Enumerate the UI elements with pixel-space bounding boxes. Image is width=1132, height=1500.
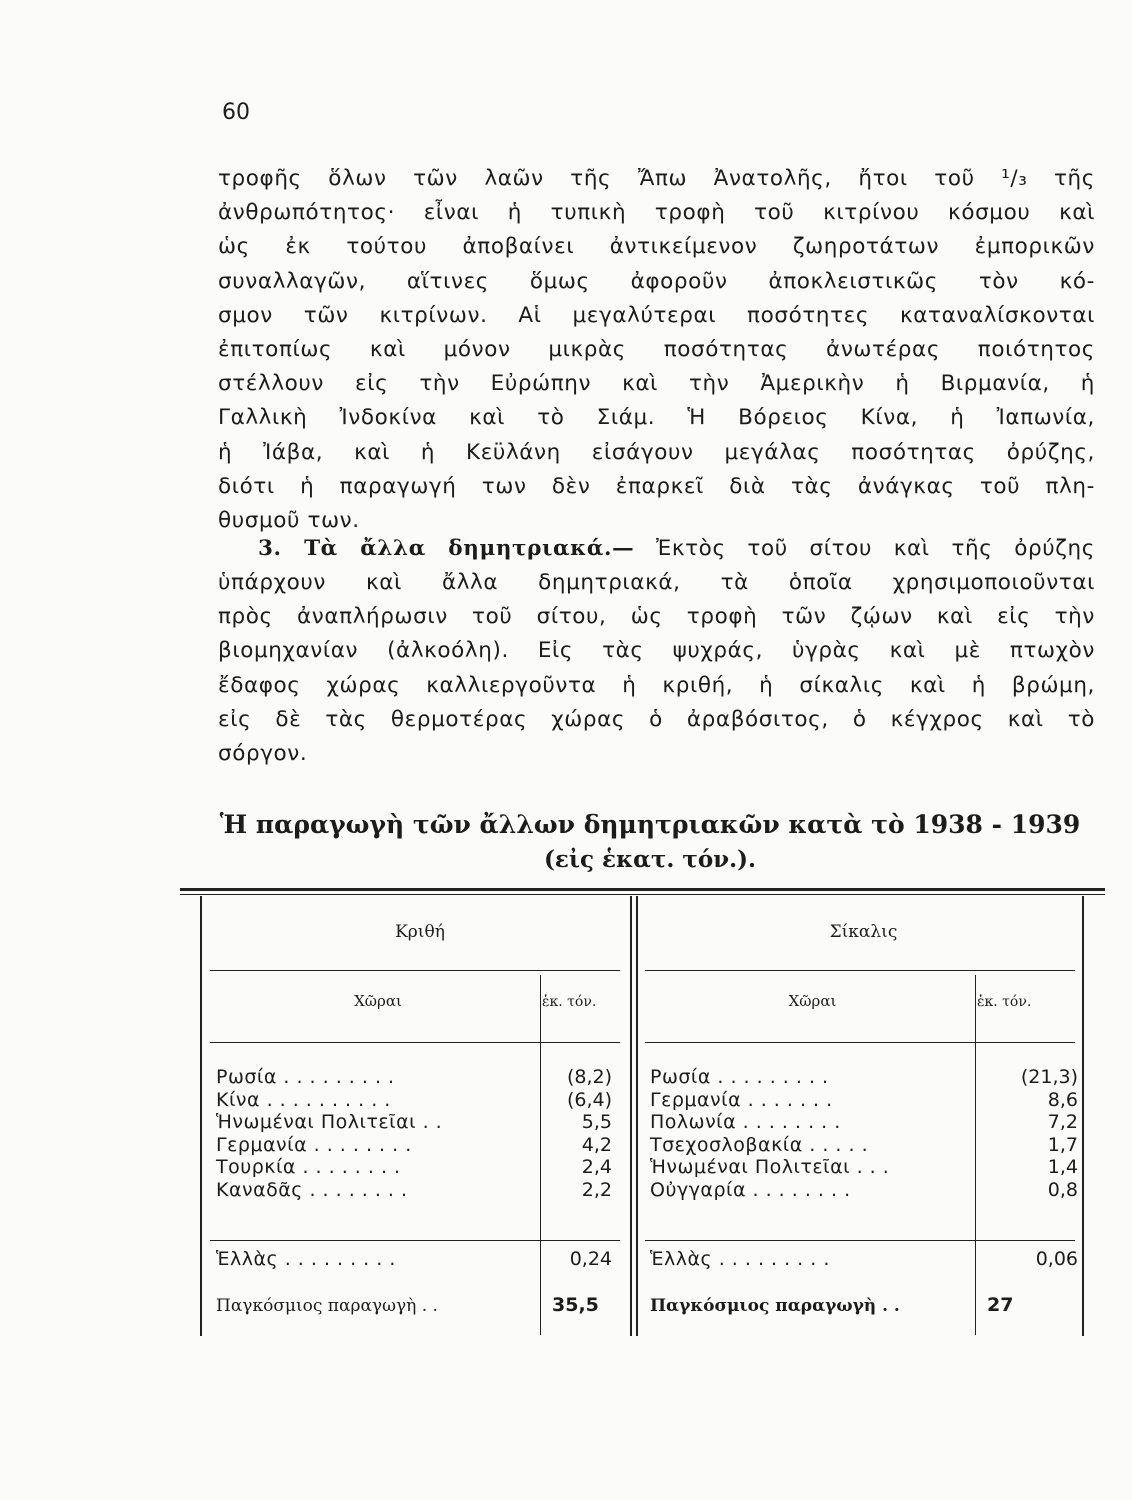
row-country: Ἡνωμέναι Πολιτεῖαι . . . [650,1156,890,1179]
row-value: 7,2 [1047,1111,1078,1134]
world-value: 27 [987,1294,1014,1316]
page-number: 60 [222,100,250,125]
text-line: βιομηχανίαν (ἀλκοόλη). Εἰς τὰς ψυχράς, ὑγρὰς καὶ μὲ πτωχὸν [218,638,1095,664]
row-country: Καναδᾶς . . . . . . . . [216,1179,408,1201]
text-line: ἐπιτοπίως καὶ μόνον μικρὰς ποσότητας ἀνωτέρας ποιότητος [218,337,1095,362]
text-line: Γαλλικὴ Ἰνδοκίνα καὶ τὸ Σιάμ. Ἡ Βόρειος Κίνα, ἡ Ἰαπωνία, [218,405,1095,431]
table-border-right [1082,896,1084,1336]
row-country: Γερμανία . . . . . . . [650,1088,833,1111]
world-value: 35,5 [552,1294,599,1316]
text-line: σόργον. [218,741,308,766]
table-divider [636,896,638,1336]
column-header-value: ἑκ. τόν. [977,994,1032,1010]
greece-country: Ἑλλὰς . . . . . . . . . [216,1248,396,1270]
column-header-country: Χῶραι [788,992,837,1010]
col-divider [975,975,976,1335]
rule [645,1042,1075,1043]
world-label: Παγκόσμιος παραγωγὴ . . [216,1296,438,1316]
row-value: 1,4 [1047,1156,1078,1179]
row-country: Ρωσία . . . . . . . . . [216,1066,395,1088]
greece-country: Ἑλλὰς . . . . . . . . . [650,1248,830,1270]
text-line: στέλλουν εἰς τὴν Εὐρώπην καὶ τὴν Ἀμερικὴν ἡ Βιρμανία, ἡ [218,371,1095,397]
table-caption: Ἡ παραγωγὴ τῶν ἄλλων δημητριακῶν κατὰ τὸ 1938 - 1939 [219,810,1081,839]
text-line: εἰς δὲ τὰς θερμοτέρας χώρας ὁ ἀραβόσιτος, ὁ κέγχρος καὶ τὸ [218,706,1095,732]
text-line: θυσμοῦ των. [218,508,360,533]
row-country: Ρωσία . . . . . . . . . [650,1066,829,1088]
row-country: Τσεχοσλοβακία . . . . . [650,1133,869,1156]
row-country: Τουρκία . . . . . . . . [216,1156,401,1179]
row-value: (6,4) [566,1088,612,1111]
row-country: Γερμανία . . . . . . . . [216,1133,412,1156]
row-value: 0,8 [1047,1179,1078,1201]
text-line: τροφῆς ὅλων τῶν λαῶν τῆς Ἄπω Ἀνατολῆς, ἤτοι τοῦ ¹/₃ τῆς [218,166,1095,191]
section-first-line-text: Ἐκτὸς τοῦ σίτου καὶ τῆς ὀρύζης [655,536,1095,561]
table-divider [630,896,632,1336]
row-country: Οὐγγαρία . . . . . . . . [650,1179,851,1201]
row-value: 2,2 [581,1179,612,1201]
text-line: σμον τῶν κιτρίνων. Αἱ μεγαλύτεραι ποσότητες καταναλίσκονται [218,302,1095,328]
row-value: (8,2) [566,1066,612,1088]
group-title: Κριθή [395,922,445,942]
section-first-line [218,534,1095,564]
text-line: διότι ἡ παραγωγή των δὲν ἐπαρκεῖ διὰ τὰς ἀνάγκας τοῦ πλη- [218,473,1095,499]
rule [645,1240,1075,1241]
rule [210,1240,620,1241]
rule [210,1042,620,1043]
text-line: ὡς ἐκ τούτου ἀποβαίνει ἀντικείμενον ζωηροτάτων ἐμπορικῶν [218,234,1095,260]
row-value: 5,5 [581,1111,612,1134]
rule [645,970,1075,971]
text-line: ἔδαφος χώρας καλλιεργοῦντα ἡ κριθή, ἡ σίκαλις καὶ ἡ βρώμη, [218,672,1095,698]
text-line: συναλλαγῶν, αἵτινες ὅμως ἀφοροῦν ἀποκλειστικῶς τὸν κό- [218,268,1095,294]
section-heading: 3. Τὰ ἄλλα δημητριακά.— [258,536,635,561]
table-border-left [200,896,202,1336]
text-line: ἀνθρωπότητος· εἶναι ἡ τυπικὴ τροφὴ τοῦ κιτρίνου κόσμου καὶ [218,200,1095,226]
row-country: Πολωνία . . . . . . . . [650,1111,841,1134]
row-value: 1,7 [1047,1133,1078,1156]
greece-value: 0,06 [1035,1248,1078,1270]
table-top-rule [180,888,1105,891]
row-country: Κίνα . . . . . . . . . . [216,1088,391,1111]
column-header-country: Χῶραι [354,992,402,1010]
greece-value: 0,24 [569,1248,612,1270]
text-line: πρὸς ἀναπλήρωσιν τοῦ σίτου, ὡς τροφὴ τῶν ζῴων καὶ εἰς τὴν [218,604,1095,630]
row-value: 2,4 [581,1156,612,1179]
text-line: ὑπάρχουν καὶ ἄλλα δημητριακά, τὰ ὁποῖα χρησιμοποιοῦνται [218,570,1095,595]
table-caption-sub: (εἰς ἑκατ. τόν.). [543,846,757,873]
world-label: Παγκόσμιος παραγωγὴ . . [650,1296,900,1316]
group-title: Σίκαλις [829,922,898,942]
row-value: 8,6 [1047,1088,1078,1111]
row-value: (21,3) [1020,1066,1078,1088]
row-value: 4,2 [581,1133,612,1156]
column-header-value: ἑκ. τόν. [542,994,597,1010]
table-top-rule-thin [180,894,1105,895]
rule [210,970,620,971]
text-line: ἡ Ἰάβα, καὶ ἡ Κεϋλάνη εἰσάγουν μεγάλας ποσότητας ὀρύζης, [218,439,1095,465]
row-country: Ἡνωμέναι Πολιτεῖαι . . [216,1111,443,1134]
